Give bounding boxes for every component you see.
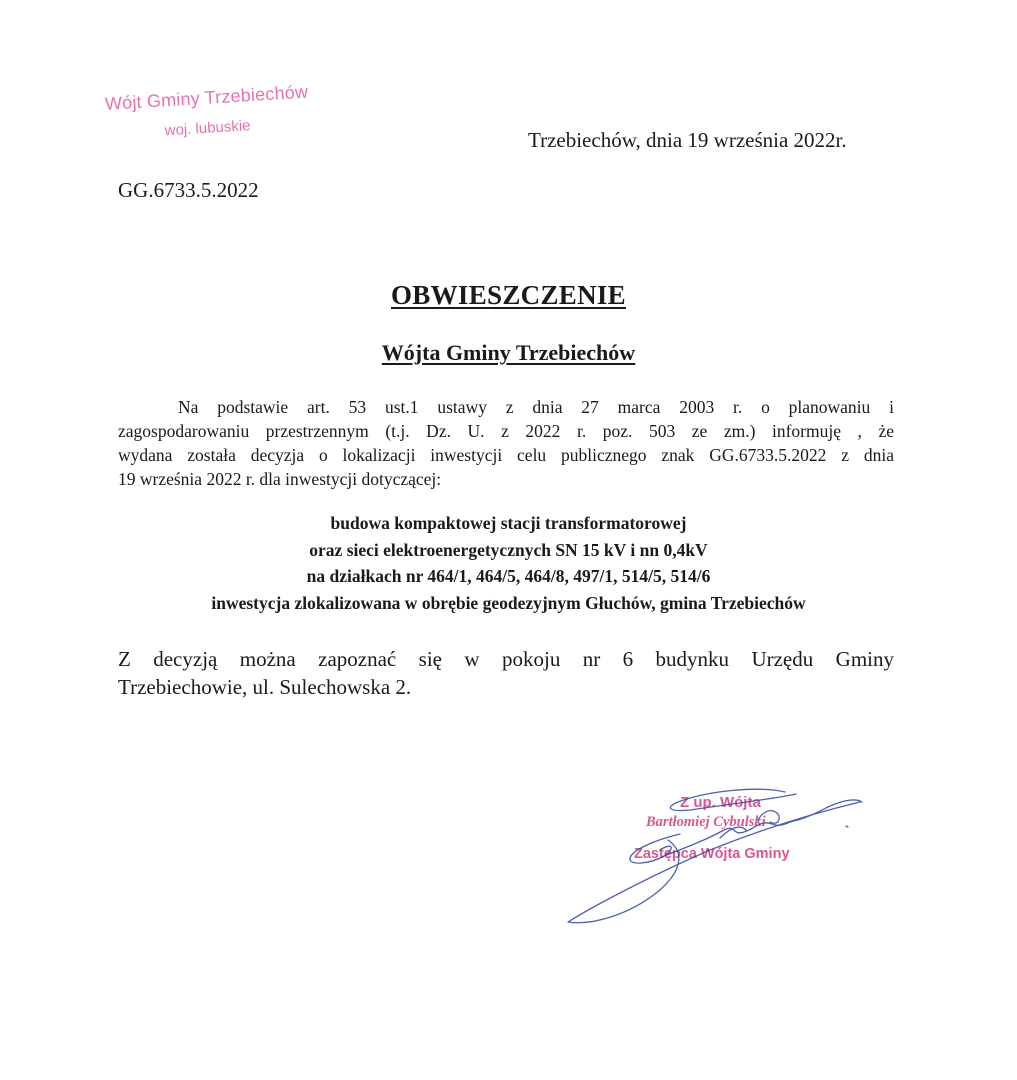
investment-description xyxy=(0,510,1017,616)
document-subtitle: Wójta Gminy Trzebiechów xyxy=(381,340,636,365)
office-stamp-name: Wójt Gminy Trzebiechów xyxy=(104,81,309,114)
signature-stamp-position: Zastępca Wójta Gminy xyxy=(634,846,790,862)
reference-number: GG.6733.5.2022 xyxy=(118,178,259,202)
signature-stamp-name: Bartłomiej Cybulski xyxy=(646,814,766,830)
paragraph-line: zagospodarowaniu przestrzennym (t.j. Dz. U. z 2022 r. poz. 503 ze zm.) informuję , że xyxy=(118,421,894,441)
closing-line: Z decyzją można zapoznać się w pokoju nr 6 budynku Urzędu Gminy xyxy=(118,647,894,671)
office-stamp-region: woj. lubuskie xyxy=(164,117,251,140)
paragraph-line: wydana została decyzja o lokalizacji inwestycji celu publicznego znak GG.6733.5.2022 z dnia xyxy=(118,445,894,465)
investment-line: inwestycja zlokalizowana w obrębie geodezyjnym Głuchów, gmina Trzebiechów xyxy=(211,592,806,613)
place-and-date: Trzebiechów, dnia 19 września 2022r. xyxy=(528,128,847,152)
signature-stamp-authorization: Z up. Wójta xyxy=(680,794,761,811)
paragraph-line: Na podstawie art. 53 ust.1 ustawy z dnia 27 marca 2003 r. o planowaniu i xyxy=(178,397,894,417)
document-title: OBWIESZCZENIE xyxy=(391,280,626,310)
announcement-paragraph xyxy=(118,395,894,491)
closing-line: Trzebiechowie, ul. Sulechowska 2. xyxy=(118,675,412,699)
handwritten-signature xyxy=(560,780,880,940)
investment-line: na działkach nr 464/1, 464/5, 464/8, 497/1, 514/5, 514/6 xyxy=(306,566,711,586)
investment-line: oraz sieci elektroenergetycznych SN 15 kV i nn 0,4kV xyxy=(309,539,708,560)
paragraph-line: 19 września 2022 r. dla inwestycji dotyczącej: xyxy=(118,469,442,489)
investment-line: budowa kompaktowej stacji transformatorowej xyxy=(330,513,687,533)
signature-block xyxy=(560,780,880,940)
closing-paragraph xyxy=(118,645,894,701)
office-stamp xyxy=(104,73,348,158)
